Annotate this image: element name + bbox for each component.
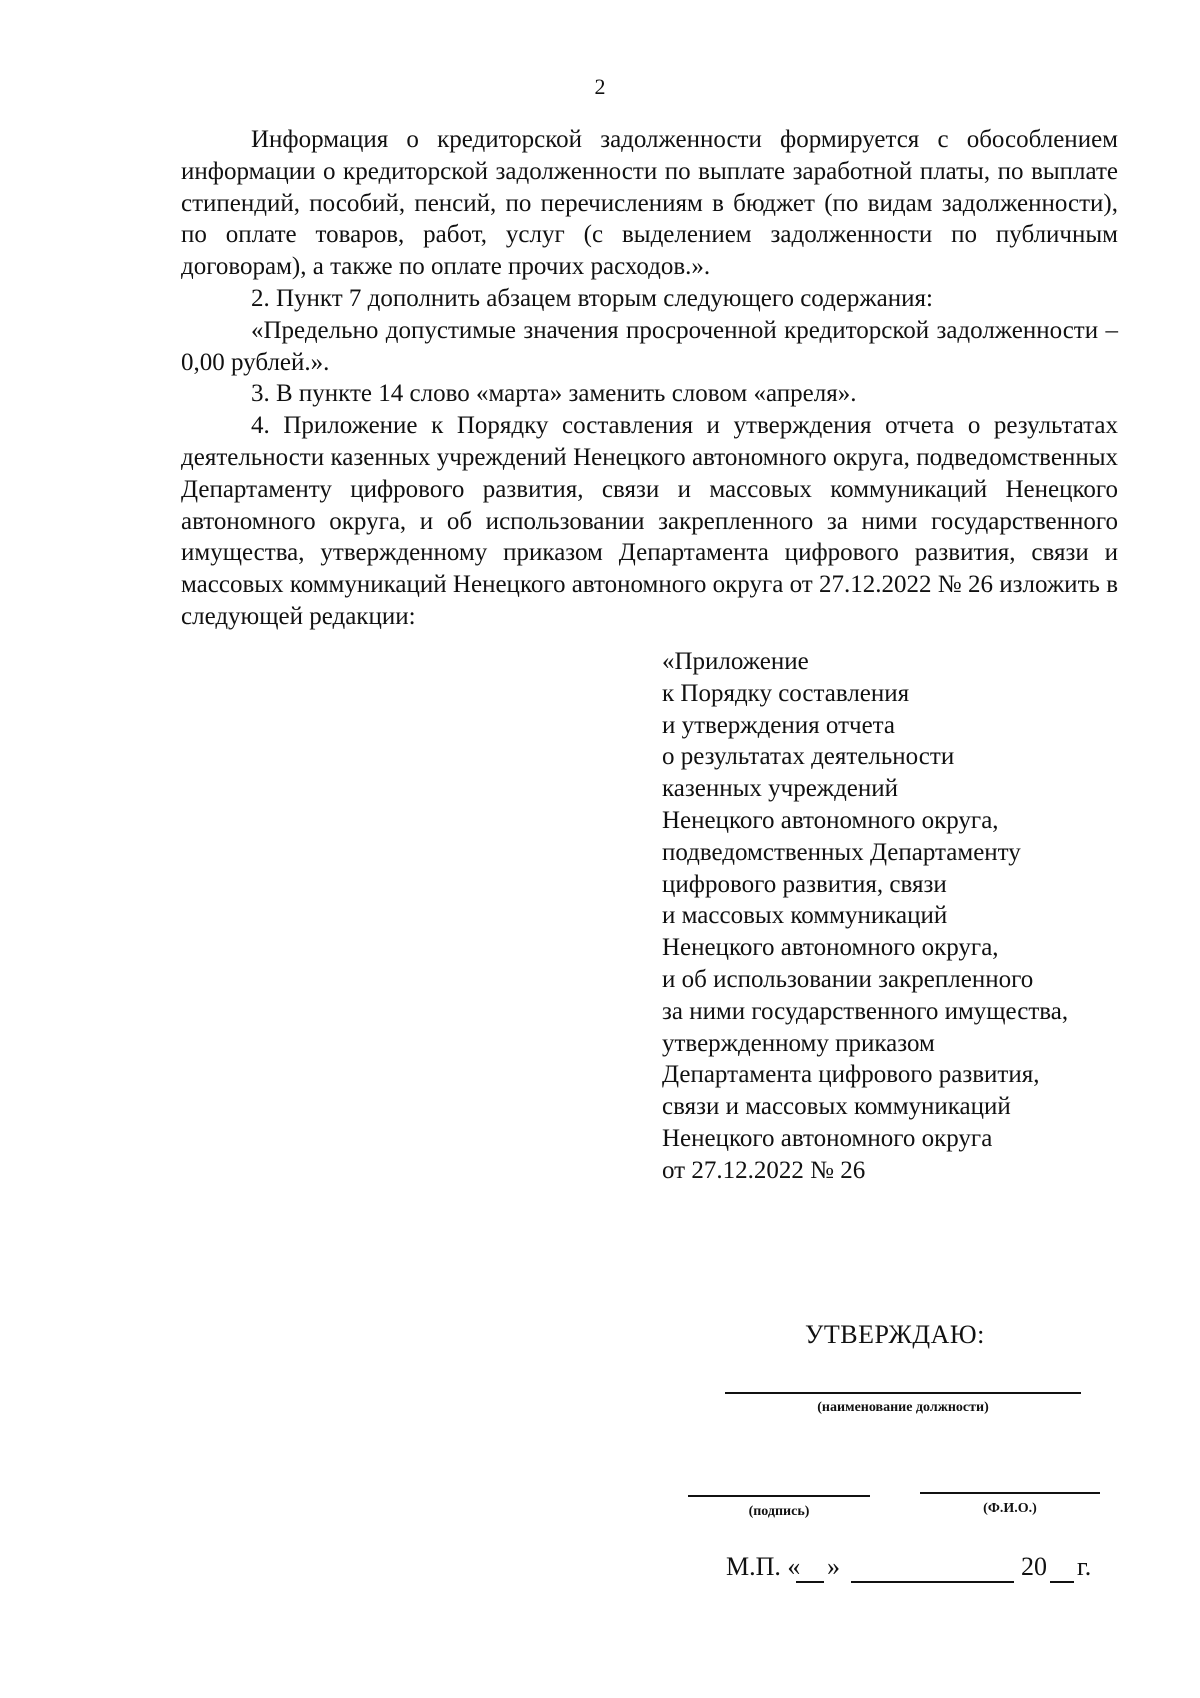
name-line: [920, 1492, 1100, 1494]
position-caption: (наименование должности): [817, 1400, 989, 1415]
appendix-header-line: Ненецкого автономного округа,: [662, 934, 999, 962]
paragraph-creditor-info: Информация о кредиторской задолженности формируется с обособлением информации о кредиторской задолженности по выплате заработной платы, по выплате стипендий, пособий, пенсий, по перечислениям в бюджет (по видам задолженности), по оплате товаров, работ, услуг (с выделением задолженности по публичным договорам), а также по оплате прочих расходов.».: [181, 126, 1118, 281]
stamp-close-quote: »: [827, 1552, 840, 1581]
appendix-header-line: о результатах деятельности: [662, 743, 955, 771]
stamp-label: М.П. «: [726, 1552, 801, 1581]
appendix-header-line: и утверждения отчета: [662, 711, 895, 739]
appendix-header: [662, 646, 1122, 1187]
day-blank: [796, 1581, 824, 1583]
appendix-header-line: от 27.12.2022 № 26: [662, 1156, 866, 1184]
signature-caption: (подпись): [748, 1504, 810, 1519]
appendix-header-line: казенных учреждений: [662, 775, 899, 803]
paragraph-item-2: 2. Пункт 7 дополнить абзацем вторым следующего содержания:: [251, 284, 933, 312]
appendix-header-line: и массовых коммуникаций: [662, 902, 948, 930]
year-suffix: г.: [1077, 1552, 1092, 1581]
document-body: [181, 124, 1118, 633]
paragraph-item-2-quote: «Предельно допустимые значения просроченной кредиторской задолженности – 0,00 рублей.».: [181, 316, 1118, 376]
stamp-date-row: [716, 1552, 1106, 1588]
year-blank: [1050, 1581, 1074, 1583]
month-blank: [851, 1581, 1014, 1583]
appendix-header-line: «Приложение: [662, 648, 809, 675]
year-prefix: 20: [1021, 1552, 1047, 1581]
approval-title: УТВЕРЖДАЮ:: [805, 1320, 985, 1349]
appendix-header-line: цифрового развития, связи: [662, 870, 947, 898]
appendix-header-line: Ненецкого автономного округа: [662, 1124, 993, 1152]
paragraph-item-4: 4. Приложение к Порядку составления и утверждения отчета о результатах деятельности казенных учреждений Ненецкого автономного округа, подведомственных Департаменту цифрового развития, связи и массовых коммуникаций Ненецкого автономного округа, и об использовании закрепленного за ними государственного имущества, утвержденному приказом Департамента цифрового развития, связи и массовых коммуникаций Ненецкого автономного округа от 27.12.2022 № 26 изложить в следующей редакции:: [181, 412, 1118, 630]
position-line: [725, 1392, 1081, 1394]
appendix-header-line: утвержденному приказом: [662, 1029, 935, 1057]
signature-line: [688, 1495, 870, 1497]
appendix-header-line: Департамента цифрового развития,: [662, 1061, 1040, 1089]
appendix-header-line: подведомственных Департаменту: [662, 838, 1021, 866]
page-number: 2: [594, 74, 606, 99]
name-caption: (Ф.И.О.): [983, 1501, 1037, 1516]
appendix-header-line: за ними государственного имущества,: [662, 997, 1069, 1025]
appendix-header-line: к Порядку составления: [662, 679, 910, 707]
appendix-header-line: и об использовании закрепленного: [662, 965, 1034, 993]
appendix-header-line: связи и массовых коммуникаций: [662, 1093, 1011, 1121]
paragraph-item-3: 3. В пункте 14 слово «марта» заменить словом «апреля».: [251, 380, 857, 408]
appendix-header-line: Ненецкого автономного округа,: [662, 806, 999, 834]
